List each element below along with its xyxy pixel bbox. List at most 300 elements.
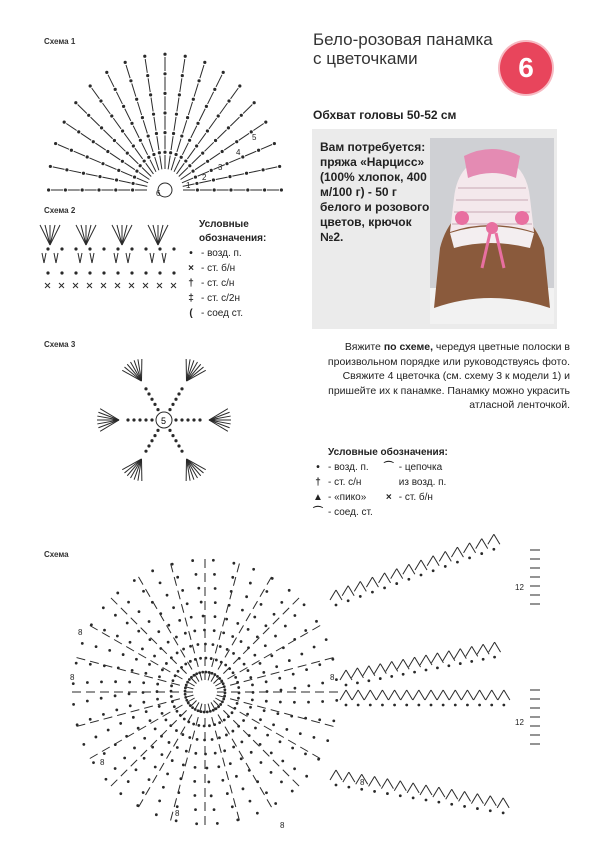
- chain-dot: [241, 741, 243, 743]
- chain-dot: [168, 742, 170, 744]
- chain-dot: [166, 663, 168, 665]
- stitch-mark: [131, 672, 140, 674]
- stitch-mark: [95, 143, 105, 150]
- chain-dot: [279, 741, 281, 743]
- stitch-mark: [226, 771, 228, 780]
- stitch-mark: [151, 740, 157, 746]
- stitch-mark: [126, 253, 128, 263]
- chain-dot: [265, 700, 267, 702]
- chain-dot: [250, 751, 252, 753]
- stitch-mark: [386, 661, 392, 671]
- chain-dot: [136, 658, 138, 660]
- chain-dot: [147, 74, 149, 76]
- chain-dot: [122, 654, 124, 656]
- chain-dot: [83, 743, 85, 745]
- stitch-mark: [141, 750, 147, 756]
- chain-dot: [179, 619, 181, 621]
- chain-dot: [249, 582, 251, 584]
- stitch-mark: [113, 118, 121, 129]
- chain-dot: [194, 176, 196, 178]
- chain-dot: [232, 730, 234, 732]
- chain-dot: [243, 663, 245, 665]
- stitch-mark: [150, 253, 152, 263]
- chain-dot: [173, 607, 175, 609]
- chain-dot: [218, 706, 220, 708]
- chain-dot: [89, 248, 91, 250]
- stitch-mark: [174, 739, 179, 747]
- chain-dot: [200, 657, 202, 659]
- legend-item: ( - соед ст.: [189, 308, 243, 319]
- repeat-label: 8: [360, 778, 365, 787]
- stitch-mark: [273, 760, 279, 766]
- repeat-label: 12: [515, 583, 524, 592]
- chain-dot: [75, 662, 77, 664]
- chain-dot: [273, 724, 275, 726]
- chain-dot: [175, 440, 177, 442]
- chain-dot: [103, 753, 105, 755]
- chain-dot: [236, 702, 238, 704]
- chain-dot: [81, 189, 83, 191]
- chain-dot: [248, 735, 250, 737]
- chain-dot: [493, 548, 495, 550]
- stitch-mark: [267, 799, 272, 807]
- chain-dot: [175, 419, 177, 421]
- chain-dot: [114, 744, 116, 746]
- legend-left-title: Условные обозначения:: [199, 219, 267, 244]
- article-title: Бело-розовая панамка с цветочками: [313, 30, 493, 68]
- chain-dot: [159, 800, 161, 802]
- chain-dot: [168, 624, 170, 626]
- chain-dot: [115, 614, 117, 616]
- chain-dot: [189, 139, 191, 141]
- stitch-mark: [497, 798, 503, 808]
- stitch-mark: [126, 65, 130, 78]
- chain-dot: [263, 671, 265, 673]
- stitch-mark: [370, 690, 376, 700]
- chain-dot: [158, 152, 160, 154]
- chain-dot: [275, 803, 277, 805]
- stitch-mark: [189, 744, 191, 753]
- stitch-mark: [276, 733, 284, 738]
- chain-dot: [73, 703, 75, 705]
- chain-dot: [206, 711, 208, 713]
- chain-dot: [327, 740, 329, 742]
- stitch-mark: [407, 690, 413, 700]
- chain-dot: [279, 677, 281, 679]
- chain-dot: [231, 712, 233, 714]
- stitch-mark: [498, 690, 504, 700]
- chain-dot: [178, 94, 180, 96]
- chain-dot: [420, 574, 422, 576]
- chain-dot: [222, 779, 224, 781]
- chain-dot: [260, 603, 262, 605]
- chain-dot: [176, 747, 178, 749]
- stitch-mark: [153, 775, 158, 783]
- chain-dot: [127, 419, 129, 421]
- chain-dot: [86, 682, 88, 684]
- chain-dot: [82, 172, 84, 174]
- chain-dot: [134, 747, 136, 749]
- chain-dot: [240, 641, 242, 643]
- chain-dot: [250, 706, 252, 708]
- chain-dot: [129, 681, 131, 683]
- chain-dot: [161, 713, 163, 715]
- stitch-mark: [215, 731, 217, 740]
- chain-dot: [103, 272, 105, 274]
- chain-dot: [129, 705, 131, 707]
- stitch-mark: [472, 646, 478, 656]
- chain-dot: [219, 722, 221, 724]
- chain-dot: [148, 445, 150, 447]
- stitch-mark: [219, 744, 221, 753]
- chain-dot: [139, 419, 141, 421]
- chain-dot: [49, 165, 51, 167]
- chain-dot: [359, 596, 361, 598]
- chain-dot: [181, 74, 183, 76]
- stitch-mark: [124, 133, 132, 144]
- chain-dot: [145, 672, 147, 674]
- schema1-label: Схема 1: [44, 37, 76, 46]
- stitch-mark: [253, 124, 263, 131]
- chain-dot: [207, 160, 209, 162]
- stitch-mark: [391, 569, 397, 579]
- chain-dot: [252, 692, 254, 694]
- stitch-mark: [191, 126, 197, 138]
- chain-dot: [155, 814, 157, 816]
- chain-dot: [194, 781, 196, 783]
- stitch-mark: [116, 142, 125, 151]
- chain-dot: [491, 704, 493, 706]
- chain-dot: [265, 121, 267, 123]
- chain-dot: [198, 587, 200, 589]
- chain-dot: [175, 113, 177, 115]
- stitch-mark: [457, 547, 463, 557]
- stitch-mark: [257, 706, 266, 708]
- stitch-mark: [312, 626, 320, 631]
- chain-dot: [149, 639, 151, 641]
- chain-dot: [148, 393, 150, 395]
- stitch-mark: [300, 633, 308, 638]
- chain-dot: [199, 672, 201, 674]
- legend-item: ⌒ - цепочка: [383, 462, 443, 473]
- stitch-mark: [397, 569, 403, 579]
- stitch-mark: [374, 664, 380, 674]
- chain-dot: [217, 675, 219, 677]
- chain-dot: [89, 718, 91, 720]
- stitch-mark: [415, 657, 421, 667]
- chain-dot: [132, 189, 134, 191]
- chain-dot: [232, 636, 234, 638]
- chain-dot: [418, 704, 420, 706]
- chain-dot: [143, 701, 145, 703]
- stitch-mark: [271, 672, 280, 674]
- stitch-mark: [476, 539, 482, 549]
- stitch-mark: [148, 78, 150, 92]
- chain-dot: [114, 768, 116, 770]
- stitch-mark: [110, 153, 120, 160]
- chain-dot: [181, 419, 183, 421]
- stitch-mark: [138, 102, 142, 115]
- stitch-mark: [175, 705, 183, 710]
- chain-dot: [131, 248, 133, 250]
- chain-dot: [214, 139, 216, 141]
- stitch-mark: [415, 560, 421, 570]
- chain-dot: [99, 176, 101, 178]
- chain-dot: [145, 711, 147, 713]
- chain-dot: [145, 450, 147, 452]
- stitch-mark: [366, 577, 372, 587]
- stitch-mark: [209, 118, 217, 129]
- chain-dot: [181, 135, 183, 137]
- schema2-label: Схема 2: [44, 206, 76, 215]
- chain-dot: [64, 189, 66, 191]
- chain-dot: [252, 684, 254, 686]
- chain-dot: [384, 587, 386, 589]
- stitch-mark: [437, 653, 443, 663]
- chain-dot: [185, 696, 187, 698]
- chain-dot: [308, 701, 310, 703]
- stitch-mark: [160, 156, 162, 170]
- chain-dot: [159, 248, 161, 250]
- stitch-mark: [200, 65, 204, 78]
- stitch-mark: [293, 780, 299, 786]
- chain-dot: [236, 141, 238, 143]
- chain-dot: [107, 150, 109, 152]
- stitch-mark: [439, 551, 445, 561]
- chain-dot: [208, 671, 210, 673]
- chain-dot: [172, 701, 174, 703]
- chain-dot: [185, 750, 187, 752]
- stitch-mark: [42, 253, 44, 263]
- chain-dot: [196, 145, 198, 147]
- chain-dot: [266, 792, 268, 794]
- stitch-mark: [81, 225, 86, 245]
- chain-dot: [238, 657, 240, 659]
- chain-dot: [200, 601, 202, 603]
- chain-dot: [382, 704, 384, 706]
- stitch-mark: [86, 174, 98, 176]
- chain-dot: [223, 698, 225, 700]
- stitch-mark: [66, 124, 76, 131]
- chain-dot: [282, 760, 284, 762]
- chain-dot: [198, 80, 200, 82]
- chain-dot: [116, 635, 118, 637]
- chain-dot: [222, 71, 224, 73]
- chain-dot: [154, 655, 156, 657]
- legend-item: ‡ - ст. с/2н: [188, 293, 240, 304]
- chain-dot: [179, 715, 181, 717]
- stitch-mark: [265, 167, 277, 169]
- stitch-mark: [503, 798, 509, 808]
- chain-dot: [246, 596, 248, 598]
- chain-dot: [240, 114, 242, 116]
- chain-dot: [143, 757, 145, 759]
- chain-dot: [282, 647, 284, 649]
- stitch-mark: [409, 657, 415, 667]
- chain-dot: [273, 142, 275, 144]
- chain-dot: [214, 573, 216, 575]
- chain-dot: [271, 578, 273, 580]
- stitch-mark: [407, 783, 413, 793]
- chain-dot: [253, 568, 255, 570]
- stitch-mark: [162, 253, 164, 263]
- chain-dot: [396, 583, 398, 585]
- stitch-mark: [461, 690, 467, 700]
- chain-dot: [175, 153, 177, 155]
- stitch-mark: [349, 772, 355, 782]
- chain-dot: [254, 616, 256, 618]
- chain-dot: [128, 693, 130, 695]
- stitch-mark: [132, 83, 136, 96]
- chain-dot: [132, 716, 134, 718]
- stitch-mark: [135, 184, 147, 186]
- chain-dot: [237, 681, 239, 683]
- chain-dot: [197, 122, 199, 124]
- chain-dot: [131, 122, 133, 124]
- chain-dot: [114, 695, 116, 697]
- stitch-mark: [187, 148, 195, 159]
- chain-dot: [238, 692, 240, 694]
- stitch-mark: [90, 253, 92, 263]
- chain-dot: [457, 561, 459, 563]
- chain-dot: [159, 272, 161, 274]
- chain-dot: [202, 615, 204, 617]
- stitch-mark: [144, 676, 153, 678]
- stitch-mark: [261, 145, 272, 150]
- chain-dot: [220, 704, 222, 706]
- chain-dot: [152, 746, 154, 748]
- chain-dot: [242, 609, 244, 611]
- chain-dot: [184, 693, 186, 695]
- chain-dot: [177, 576, 179, 578]
- stitch-mark: [151, 638, 157, 644]
- stitch-mark: [146, 589, 151, 597]
- chain-dot: [288, 589, 290, 591]
- stitch-mark: [133, 126, 139, 138]
- chain-dot: [369, 704, 371, 706]
- chain-dot: [224, 750, 226, 752]
- stitch-mark: [263, 628, 269, 634]
- chain-dot: [212, 644, 214, 646]
- stitch-mark: [233, 577, 235, 586]
- chain-dot: [188, 721, 190, 723]
- chain-dot: [103, 713, 105, 715]
- stitch-mark: [443, 690, 449, 700]
- chain-dot: [494, 656, 496, 658]
- stitch-mark: [178, 591, 180, 600]
- article-number-badge: 6: [500, 42, 552, 94]
- stitch-mark: [260, 787, 265, 795]
- chain-dot: [305, 753, 307, 755]
- chain-dot: [286, 729, 288, 731]
- stitch-mark: [117, 713, 126, 715]
- stitch-mark: [189, 631, 191, 640]
- stitch-mark: [137, 178, 148, 183]
- stitch-mark: [342, 586, 348, 596]
- chain-dot: [210, 795, 212, 797]
- chain-dot: [103, 665, 105, 667]
- chain-dot: [132, 182, 134, 184]
- chain-dot: [305, 717, 307, 719]
- stitch-mark: [467, 690, 473, 700]
- chain-dot: [247, 670, 249, 672]
- stitch-mark: [426, 655, 432, 665]
- chain-dot: [95, 736, 97, 738]
- chain-dot: [277, 713, 279, 715]
- chain-dot: [75, 102, 77, 104]
- chain-dot: [240, 758, 242, 760]
- stitch-mark: [466, 646, 472, 656]
- chain-dot: [171, 563, 173, 565]
- chain-dot: [233, 562, 235, 564]
- chain-dot: [299, 733, 301, 735]
- instructions-text: Вяжите по схеме, чередуя цветные полоски в произвольном порядке или руководствуясь фото. Свяжите 4 цветочка (см. схему 3 к модели 1) и пришейте их к панамке. Панамку можно украсить атласной ленточкой.: [327, 341, 570, 411]
- chain-dot: [248, 647, 250, 649]
- chain-dot: [111, 115, 113, 117]
- stitch-mark: [330, 590, 336, 600]
- stitch-mark: [283, 770, 289, 776]
- chain-dot: [206, 767, 208, 769]
- chain-dot: [189, 165, 191, 167]
- chain-dot: [185, 684, 187, 686]
- stitch-mark: [471, 794, 477, 804]
- stitch-mark: [489, 642, 495, 652]
- chain-dot: [86, 156, 88, 158]
- stitch-mark: [454, 649, 460, 659]
- chain-dot: [160, 648, 162, 650]
- chain-dot: [176, 730, 178, 732]
- stitch-mark: [482, 539, 488, 549]
- stitch-mark: [92, 253, 94, 263]
- chain-dot: [92, 141, 94, 143]
- chain-dot: [148, 779, 150, 781]
- stitch-mark: [257, 676, 266, 678]
- stitch-mark: [192, 155, 201, 164]
- stitch-mark: [224, 143, 234, 150]
- chain-dot: [239, 85, 241, 87]
- stitch-mark: [346, 670, 352, 680]
- chain-dot: [102, 163, 104, 165]
- chain-dot: [188, 679, 190, 681]
- legend-item: × - ст. б/н: [385, 492, 433, 503]
- stitch-mark: [124, 163, 134, 170]
- stitch-mark: [351, 668, 357, 678]
- stitch-mark: [494, 534, 500, 544]
- chain-dot: [155, 132, 157, 134]
- chain-dot: [178, 792, 180, 794]
- chain-dot: [164, 112, 166, 114]
- stitch-mark: [76, 225, 86, 245]
- chain-dot: [229, 668, 231, 670]
- stitch-mark: [465, 791, 471, 801]
- stitch-mark: [194, 83, 198, 96]
- chain-dot: [372, 591, 374, 593]
- legend-left: [185, 218, 309, 321]
- stitch-mark: [139, 799, 144, 807]
- chain-dot: [177, 670, 179, 672]
- chain-dot: [142, 692, 144, 694]
- chain-dot: [194, 630, 196, 632]
- chain-dot: [229, 176, 231, 178]
- chain-dot: [63, 121, 65, 123]
- chain-dot: [482, 658, 484, 660]
- stitch-mark: [158, 702, 167, 704]
- chain-dot: [229, 763, 231, 765]
- chain-dot: [212, 709, 214, 711]
- stitch-mark: [192, 645, 194, 654]
- chain-dot: [184, 690, 186, 692]
- chain-dot: [164, 151, 166, 153]
